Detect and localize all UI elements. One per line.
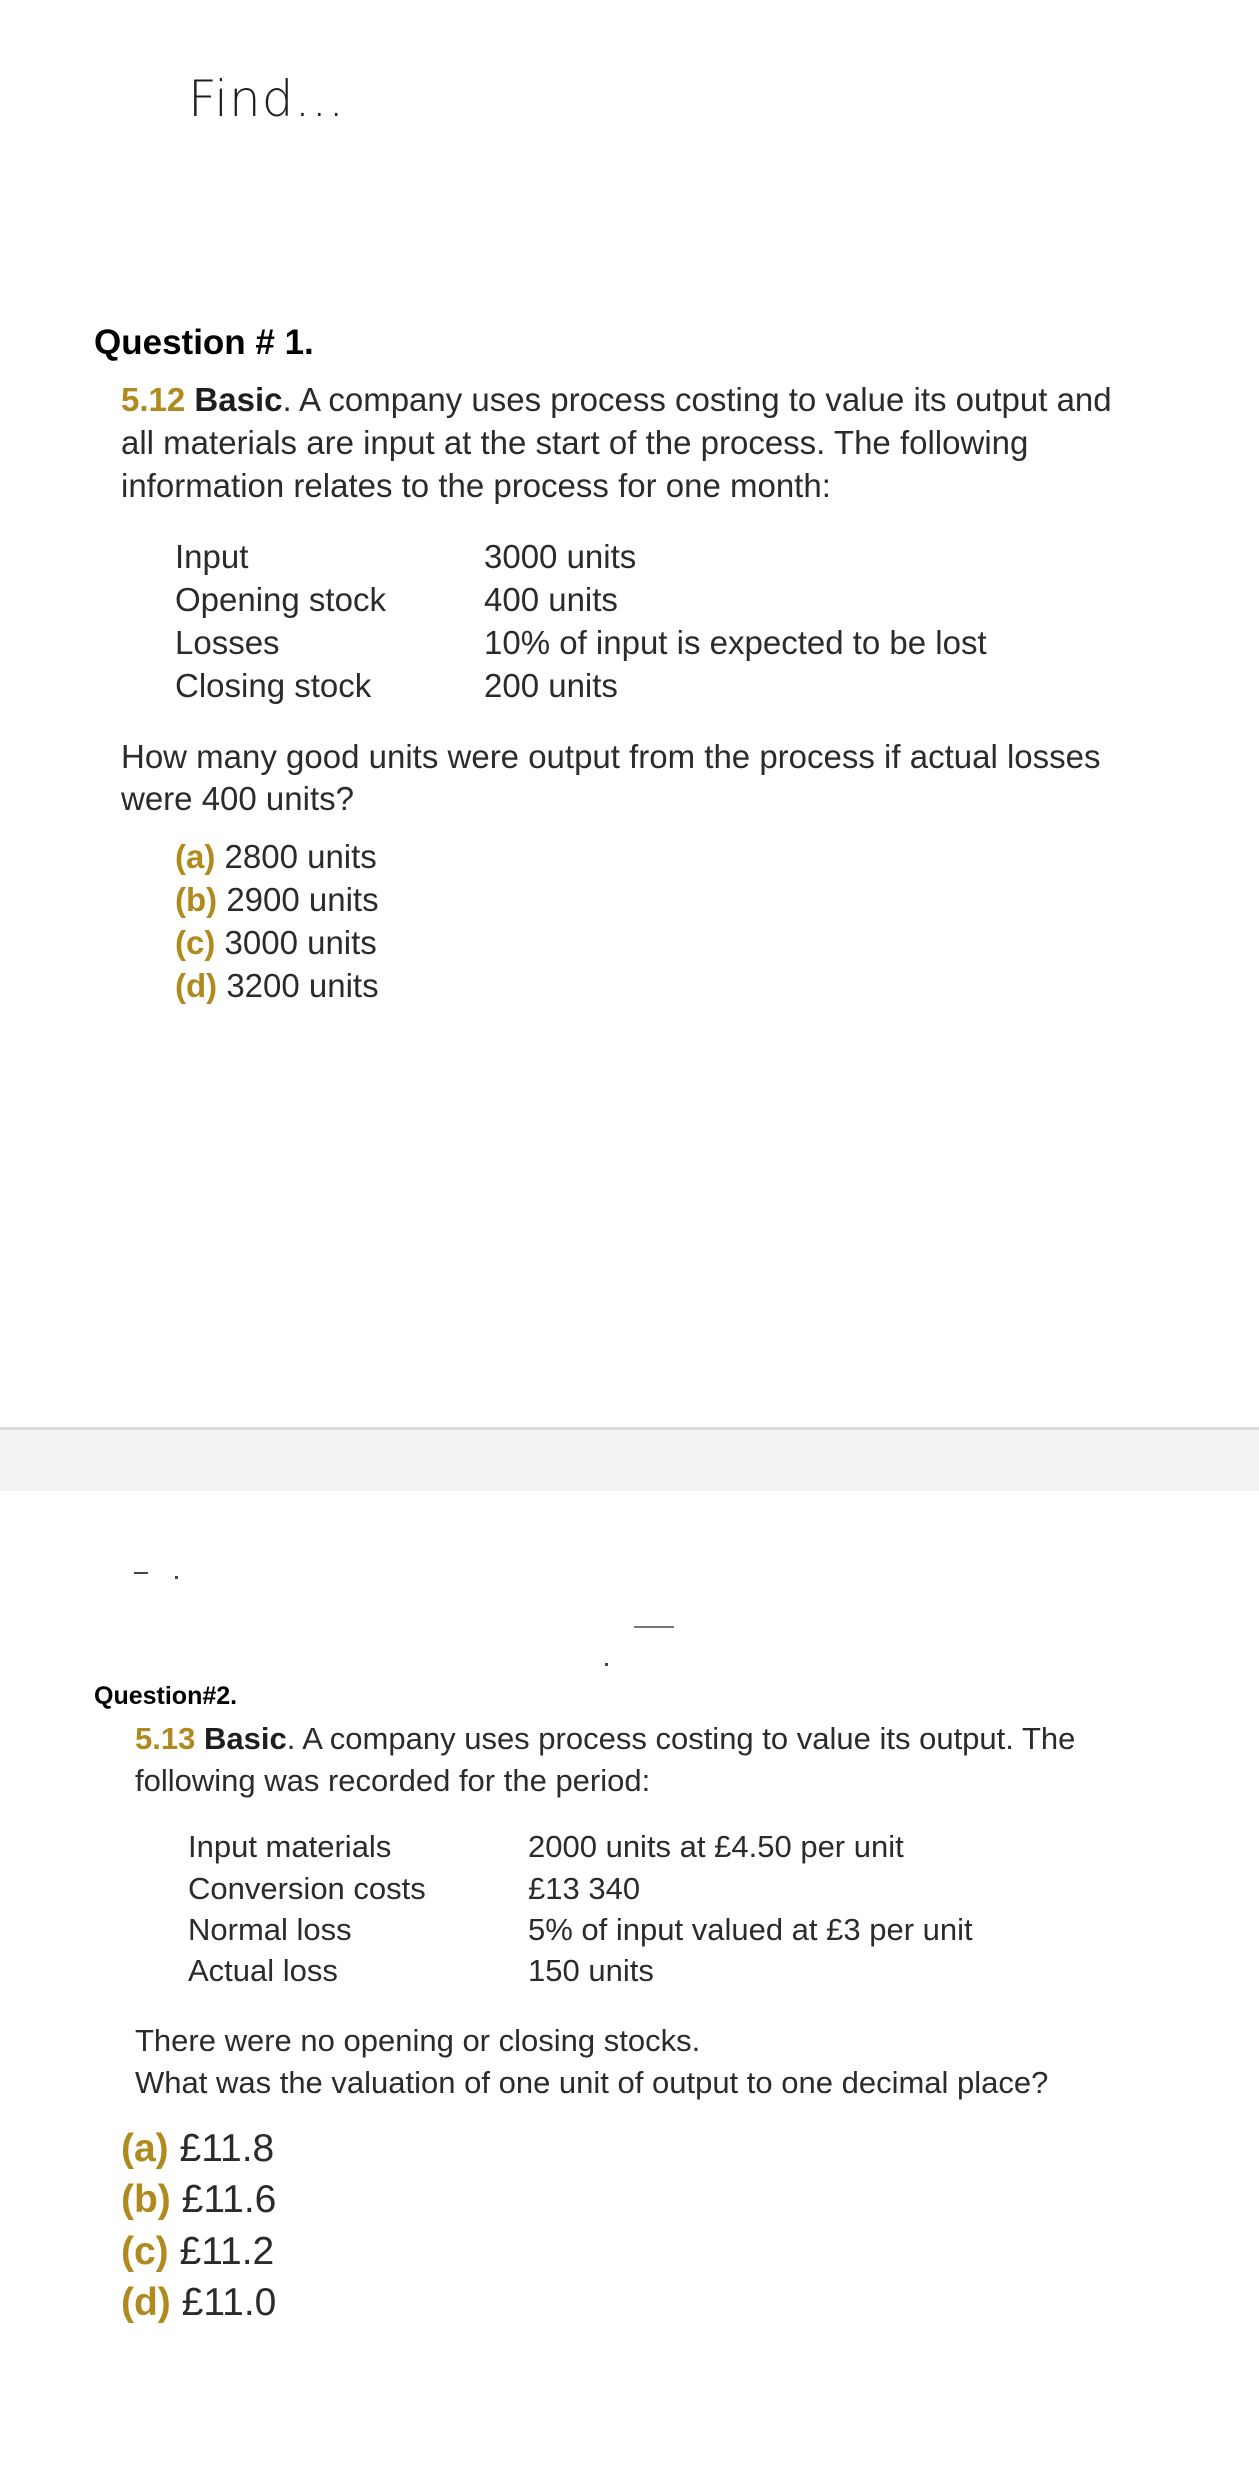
- option-b: [121, 2174, 276, 2225]
- option-d: [175, 964, 379, 1007]
- option-d: [121, 2277, 276, 2328]
- table-value: 2000 units at £4.50 per unit: [528, 1829, 904, 1864]
- question-1-title: Question # 1.: [94, 323, 314, 362]
- question-2-intro-line: following was recorded for the period:: [135, 1763, 651, 1798]
- option-letter: (c): [175, 924, 216, 961]
- option-c: [175, 921, 377, 964]
- question-2-intro-line: 5.13 Basic. A company uses process costing to value its output. The: [135, 1721, 1076, 1756]
- option-letter: (a): [175, 838, 216, 875]
- table-value: £13 340: [528, 1871, 641, 1906]
- question-1-intro-line: information relates to the process for one month:: [121, 467, 831, 504]
- table-value: 3000 units: [484, 538, 637, 575]
- table-label: Losses: [175, 624, 280, 661]
- stray-mark: [175, 1576, 178, 1579]
- question-1-level: Basic: [194, 381, 283, 418]
- table-value: 150 units: [528, 1953, 654, 1988]
- find-heading: Find...: [188, 70, 346, 128]
- question-2-level: Basic: [203, 1721, 287, 1756]
- stray-mark: [134, 1572, 148, 1574]
- option-letter: (c): [121, 2230, 169, 2273]
- option-text: 2900 units: [226, 881, 379, 918]
- option-text: £11.8: [179, 2127, 275, 2170]
- option-b: [175, 878, 379, 921]
- option-letter: (a): [121, 2127, 169, 2170]
- option-text: £11.6: [181, 2178, 277, 2221]
- question-1-intro-line: all materials are input at the start of the process. The following: [121, 424, 1029, 461]
- question-2-prompt: What was the valuation of one unit of output to one decimal place?: [135, 2065, 1049, 2100]
- table-label: Actual loss: [188, 1953, 338, 1988]
- option-a: [121, 2123, 274, 2174]
- question-1-prompt-line: How many good units were output from the process if actual losses: [121, 738, 1101, 775]
- option-text: 3200 units: [226, 967, 379, 1004]
- table-label: Closing stock: [175, 667, 372, 704]
- question-1-intro-text: A company uses process costing to value its output and: [299, 381, 1112, 418]
- question-1-number: 5.12: [121, 381, 186, 418]
- option-c: [121, 2226, 274, 2277]
- table-value: 200 units: [484, 667, 618, 704]
- table-label: Normal loss: [188, 1912, 352, 1947]
- option-letter: (b): [175, 881, 218, 918]
- table-value: 5% of input valued at £3 per unit: [528, 1912, 973, 1947]
- question-2-title: Question#2.: [94, 1682, 238, 1710]
- stray-mark: [605, 1663, 608, 1666]
- option-letter: (d): [175, 967, 218, 1004]
- stray-mark: [634, 1626, 674, 1628]
- table-value: 400 units: [484, 581, 618, 618]
- table-label: Opening stock: [175, 581, 386, 618]
- page-separator: [0, 1427, 1259, 1491]
- question-2-intro-text: A company uses process costing to value its output. The: [302, 1721, 1076, 1756]
- question-1-intro-line: 5.12 Basic. A company uses process costing to value its output and: [121, 381, 1112, 418]
- option-text: 3000 units: [224, 924, 377, 961]
- option-text: £11.2: [179, 2230, 275, 2273]
- option-letter: (b): [121, 2178, 171, 2221]
- question-2-number: 5.13: [135, 1721, 196, 1756]
- option-text: £11.0: [181, 2281, 277, 2324]
- option-a: [175, 835, 377, 878]
- table-value: 10% of input is expected to be lost: [484, 624, 987, 661]
- option-letter: (d): [121, 2281, 171, 2324]
- table-label: Input: [175, 538, 249, 575]
- table-label: Input materials: [188, 1829, 392, 1864]
- table-label: Conversion costs: [188, 1871, 426, 1906]
- option-text: 2800 units: [224, 838, 377, 875]
- question-2-note: There were no opening or closing stocks.: [135, 2023, 701, 2058]
- question-1-prompt-line: were 400 units?: [121, 780, 354, 817]
